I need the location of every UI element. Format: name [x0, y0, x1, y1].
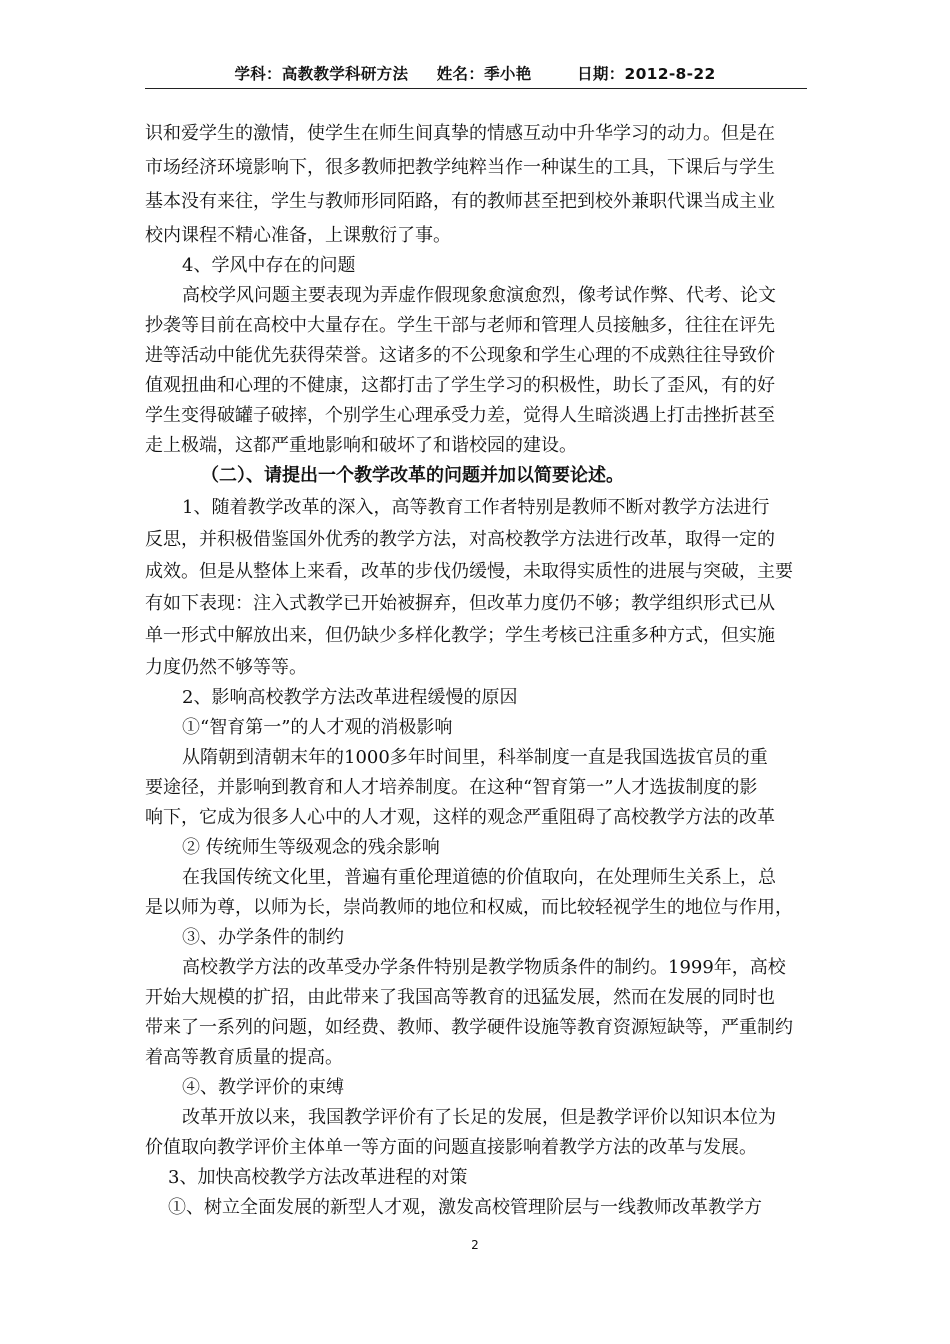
subsection-heading: ③、办学条件的制约: [182, 927, 344, 948]
question-heading: （二）、请提出一个教学改革的问题并加以简要论述。: [201, 465, 624, 486]
text-line: 1、随着教学改革的深入，高等教育工作者特别是教师不断对教学方法进行: [182, 497, 770, 518]
text-line: 响下，它成为很多人心中的人才观，这样的观念严重阻碍了高校教学方法的改革: [145, 807, 775, 828]
text-line: 在我国传统文化里，普遍有重伦理道德的价值取向，在处理师生关系上，总: [182, 867, 776, 888]
section-heading: 3、加快高校教学方法改革进程的对策: [168, 1167, 468, 1188]
section-heading: 2、影响高校教学方法改革进程缓慢的原因: [182, 687, 518, 708]
text-line: 市场经济环境影响下，很多教师把教学纯粹当作一种谋生的工具，下课后与学生: [145, 157, 775, 178]
text-line: 进等活动中能优先获得荣誉。这诸多的不公现象和学生心理的不成熟往往导致价: [145, 345, 775, 366]
text-line: 从隋朝到清朝末年的1000多年时间里，科举制度一直是我国选拔官员的重: [182, 747, 768, 768]
text-line: 校内课程不精心准备，上课敷衍了事。: [145, 225, 451, 246]
subsection-heading: ④、教学评价的束缚: [182, 1077, 344, 1098]
text-line: 基本没有来往，学生与教师形同陌路，有的教师甚至把到校外兼职代课当成主业: [145, 191, 775, 212]
text-line: 有如下表现：注入式教学已开始被摒弃，但改革力度仍不够；教学组织形式已从: [145, 593, 775, 614]
text-line: 学生变得破罐子破摔，个别学生心理承受力差，觉得人生暗淡遇上打击挫折甚至: [145, 405, 775, 426]
subsection-heading: ② 传统师生等级观念的残余影响: [182, 837, 440, 858]
text-line: 开始大规模的扩招，由此带来了我国高等教育的迅猛发展，然而在发展的同时也: [145, 987, 775, 1008]
text-line: 着高等教育质量的提高。: [145, 1047, 343, 1068]
text-line: 值观扭曲和心理的不健康，这都打击了学生学习的积极性，助长了歪风，有的好: [145, 375, 775, 396]
text-line: 要途径，并影响到教育和人才培养制度。在这种“智育第一”人才选拔制度的影: [145, 777, 758, 798]
text-line: 成效。但是从整体上来看，改革的步伐仍缓慢，未取得实质性的进展与突破，主要: [145, 561, 793, 582]
text-line: 带来了一系列的问题，如经费、教师、教学硬件设施等教育资源短缺等，严重制约: [145, 1017, 793, 1038]
page-header: 学科：高教教学科研方法 姓名：季小艳 日期：2012-8-22: [234, 65, 716, 83]
page-number: 2: [471, 1238, 479, 1252]
section-heading: 4、学风中存在的问题: [182, 255, 356, 276]
text-line: 价值取向教学评价主体单一等方面的问题直接影响着教学方法的改革与发展。: [145, 1137, 757, 1158]
text-line: 识和爱学生的激情，使学生在师生间真挚的情感互动中升华学习的动力。但是在: [145, 123, 775, 144]
text-line: 高校教学方法的改革受办学条件特别是教学物质条件的制约。1999年，高校: [182, 957, 786, 978]
header-rule: [145, 88, 807, 89]
text-line: 力度仍然不够等等。: [145, 657, 307, 678]
text-line: 是以师为尊，以师为长，崇尚教师的地位和权威，而比较轻视学生的地位与作用，: [145, 897, 793, 918]
text-line: ①、树立全面发展的新型人才观，激发高校管理阶层与一线教师改革教学方: [168, 1197, 762, 1218]
text-line: 抄袭等目前在高校中大量存在。学生干部与老师和管理人员接触多，往往在评先: [145, 315, 775, 336]
text-line: 高校学风问题主要表现为弄虚作假现象愈演愈烈，像考试作弊、代考、论文: [182, 285, 776, 306]
text-line: 改革开放以来，我国教学评价有了长足的发展，但是教学评价以知识本位为: [182, 1107, 776, 1128]
text-line: 走上极端，这都严重地影响和破坏了和谐校园的建设。: [145, 435, 577, 456]
text-line: 单一形式中解放出来，但仍缺少多样化教学；学生考核已注重多种方式，但实施: [145, 625, 775, 646]
text-line: 反思，并积极借鉴国外优秀的教学方法，对高校教学方法进行改革，取得一定的: [145, 529, 775, 550]
subsection-heading: ①“智育第一”的人才观的消极影响: [182, 717, 453, 738]
